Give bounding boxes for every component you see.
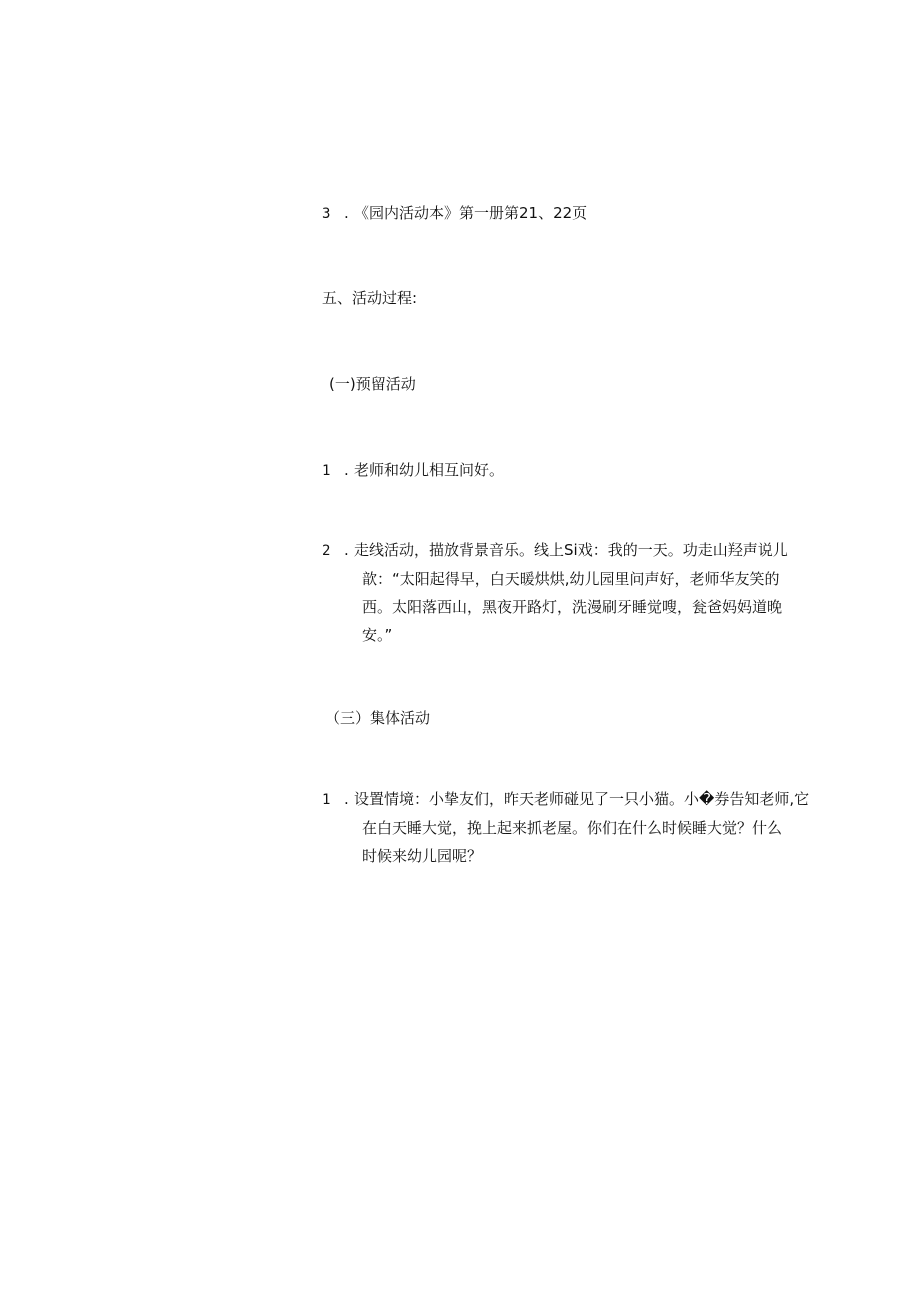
item-dot: . — [344, 204, 349, 222]
item-dot: . — [344, 541, 349, 559]
item-line: 老师和幼儿相互问好。 — [354, 461, 505, 479]
item-line: 走线活动，描放背景音乐。线上Si戏：我的一天。功走山羟声说儿 — [354, 541, 788, 559]
pre-activity-item-1 — [322, 456, 792, 485]
item-line: 在白天睡大觉，挽上起来抓老屋。你们在什么时候睡大觉？什么 — [362, 819, 783, 837]
item-text: 《园内活动本》第一册第21、22页 — [354, 204, 588, 222]
subsection-one-heading: (一)预留活动 — [329, 375, 416, 393]
item-line: 安。” — [362, 626, 393, 644]
pre-activity-item-2 — [322, 536, 792, 649]
item-line: 西。太阳落西山，黑夜开路灯，洗漫刷牙睡觉嗖，瓮爸妈妈道晚 — [362, 598, 783, 616]
subsection-three-heading: （三）集体活动 — [325, 709, 431, 727]
group-activity-item-1 — [322, 785, 810, 870]
section-five-heading: 五、活动过程: — [322, 289, 418, 307]
item-dot: . — [344, 461, 349, 479]
item-line: 时候来幼儿园呢？ — [362, 847, 483, 865]
item-number: 1 — [322, 463, 331, 479]
item-line: 歆：“太阳起得早，白天暖烘烘,幼儿园里问声好，老师华友笑的 — [362, 570, 780, 588]
materials-item-3 — [322, 203, 587, 224]
item-number: 1 — [322, 792, 331, 808]
item-dot: . — [344, 790, 349, 808]
item-line: 设置情境：小挚友们，昨天老师碰见了一只小猫。小�券告知老师,它 — [354, 790, 810, 808]
item-number: 3 — [322, 206, 331, 222]
item-number: 2 — [322, 543, 331, 559]
